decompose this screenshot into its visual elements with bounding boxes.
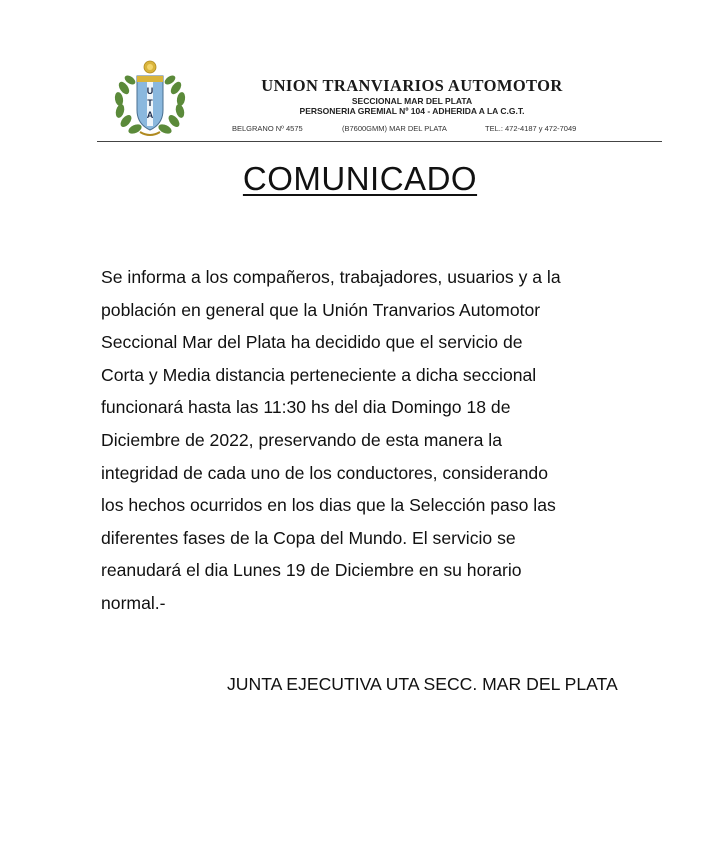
body-line: integridad de cada uno de los conductores, considerando (101, 462, 548, 483)
contact-city: (B7600GMM) MAR DEL PLATA (342, 124, 447, 133)
body-line: normal.- (101, 592, 166, 613)
body-line: Corta y Media distancia perteneciente a dicha seccional (101, 364, 537, 385)
organization-legal-status: PERSONERIA GREMIAL Nº 104 - ADHERIDA A LA C.G.T. (299, 106, 525, 116)
body-line: diferentes fases de la Copa del Mundo. El servicio se (101, 527, 516, 548)
body-line: reanudará el dia Lunes 19 de Diciembre en su horario (101, 560, 522, 581)
letterhead-divider (97, 141, 662, 142)
signature-line: JUNTA EJECUTIVA UTA SECC. MAR DEL PLATA (227, 674, 618, 694)
body-line: Diciembre de 2022, preservando de esta manera la (101, 429, 502, 450)
contact-phone: TEL.: 472-4187 y 472-7049 (485, 124, 577, 133)
organization-section: SECCIONAL MAR DEL PLATA (351, 96, 473, 106)
uta-union-seal-icon (110, 58, 190, 140)
logo-letter-a: A (146, 110, 154, 120)
logo-letter-t: T (147, 98, 153, 108)
organization-name: UNION TRANVIARIOS AUTOMOTOR (261, 76, 563, 95)
document-title-text: COMUNICADO (242, 160, 478, 197)
contact-address: BELGRANO Nº 4575 (232, 124, 303, 133)
body-line: población en general que la Unión Tranvarios Automotor (101, 299, 541, 320)
document-title (0, 160, 720, 198)
logo-letter-u: U (146, 86, 154, 96)
body-line: los hechos ocurridos en los dias que la Selección paso las (101, 495, 556, 516)
communique-body (101, 261, 671, 620)
body-line: Seccional Mar del Plata ha decidido que el servicio de (101, 332, 523, 353)
body-line: funcionará hasta las 11:30 hs del dia Domingo 18 de (101, 397, 511, 418)
body-line: Se informa a los compañeros, trabajadores, usuarios y a la (101, 267, 561, 287)
